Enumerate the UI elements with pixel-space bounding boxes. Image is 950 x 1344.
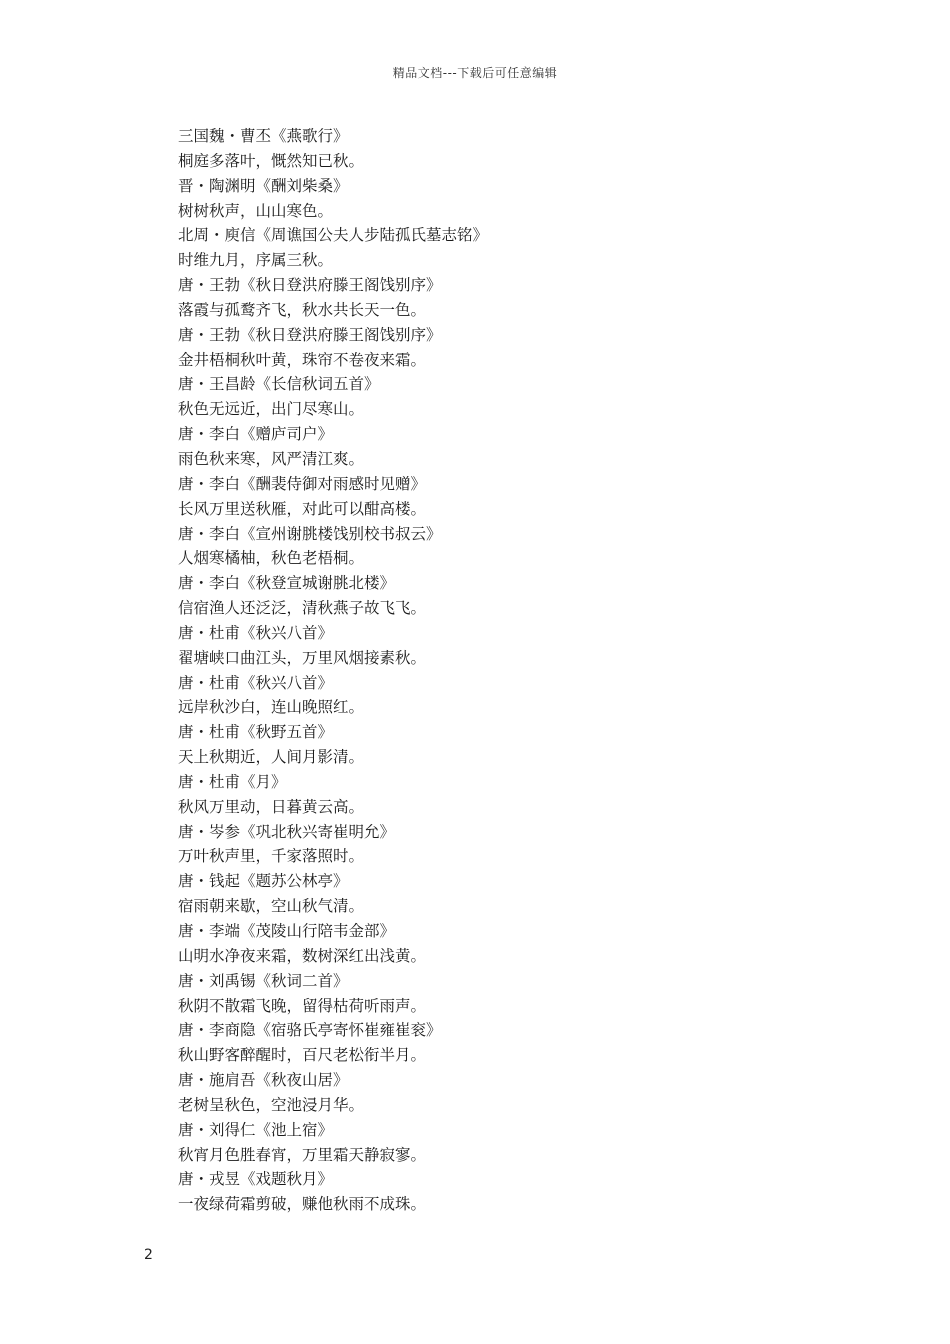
poem-source-line: 唐・杜甫《秋兴八首》 [178, 673, 334, 692]
poem-verse-line: 秋宵月色胜春宵，万里霜天静寂寥。 [178, 1145, 427, 1164]
poem-verse-line: 金井梧桐秋叶黄，珠帘不卷夜来霜。 [178, 350, 427, 369]
poem-verse-line: 时维九月，序属三秋。 [178, 251, 334, 270]
poem-source-line: 唐・李白《酬裴侍御对雨感时见赠》 [178, 474, 427, 493]
poem-verse-line: 翟塘峡口曲江头，万里风烟接素秋。 [178, 648, 427, 667]
poem-source-line: 北周・庾信《周谯国公夫人步陆孤氏墓志铭》 [178, 226, 489, 245]
poem-list [178, 124, 878, 1217]
poem-verse-line: 秋山野客醉醒时，百尺老松衔半月。 [178, 1046, 427, 1065]
poem-source-line: 唐・刘得仁《池上宿》 [178, 1120, 334, 1139]
poem-source-line: 唐・王昌龄《长信秋词五首》 [178, 375, 380, 394]
poem-source-line: 三国魏・曹丕《燕歌行》 [178, 127, 349, 145]
poem-verse-line: 天上秋期近，人间月影清。 [178, 748, 365, 767]
poem-verse-line: 信宿渔人还泛泛，清秋燕子故飞飞。 [178, 599, 427, 618]
poem-verse-line: 远岸秋沙白，连山晚照红。 [178, 698, 365, 717]
poem-source-line: 唐・李白《赠庐司户》 [178, 425, 334, 444]
page-number: 2 [144, 1247, 153, 1263]
poem-source-line: 唐・施肩吾《秋夜山居》 [178, 1071, 349, 1090]
poem-source-line: 唐・李白《宣州谢朓楼饯别校书叔云》 [178, 524, 442, 543]
poem-source-line: 唐・钱起《题苏公林亭》 [178, 872, 349, 891]
poem-verse-line: 一夜绿荷霜剪破，赚他秋雨不成珠。 [178, 1195, 427, 1214]
poem-source-line: 唐・李商隐《宿骆氏亭寄怀崔雍崔衮》 [178, 1021, 442, 1040]
poem-source-line: 唐・刘禹锡《秋词二首》 [178, 971, 349, 990]
poem-source-line: 唐・李白《秋登宣城谢朓北楼》 [178, 574, 396, 593]
poem-source-line: 唐・岑参《巩北秋兴寄崔明允》 [178, 822, 396, 841]
poem-source-line: 唐・王勃《秋日登洪府滕王阁饯别序》 [178, 276, 442, 295]
page-header: 精品文档---下载后可任意编辑 [392, 66, 558, 80]
poem-source-line: 唐・杜甫《月》 [178, 772, 287, 791]
poem-verse-line: 落霞与孤鹜齐飞，秋水共长天一色。 [178, 300, 427, 319]
poem-verse-line: 万叶秋声里，千家落照时。 [178, 847, 365, 866]
poem-verse-line: 桐庭多落叶，慨然知已秋。 [178, 151, 365, 170]
poem-source-line: 唐・杜甫《秋野五首》 [178, 723, 334, 742]
poem-verse-line: 宿雨朝来歇，空山秋气清。 [178, 897, 365, 916]
poem-verse-line: 秋色无远近，出门尽寒山。 [178, 400, 365, 419]
poem-verse-line: 秋阴不散霜飞晚，留得枯荷听雨声。 [178, 996, 427, 1015]
poem-verse-line: 秋风万里动，日暮黄云高。 [178, 797, 365, 816]
poem-verse-line: 树树秋声，山山寒色。 [178, 201, 334, 220]
poem-source-line: 晋・陶渊明《酬刘柴桑》 [178, 176, 349, 195]
poem-verse-line: 山明水净夜来霜，数树深红出浅黄。 [178, 946, 427, 965]
poem-source-line: 唐・王勃《秋日登洪府滕王阁饯别序》 [178, 325, 442, 344]
poem-verse-line: 长风万里送秋雁，对此可以酣高楼。 [178, 499, 427, 518]
poem-source-line: 唐・杜甫《秋兴八首》 [178, 623, 334, 642]
poem-verse-line: 雨色秋来寒，风严清江爽。 [178, 449, 365, 468]
poem-verse-line: 老树呈秋色，空池浸月华。 [178, 1095, 365, 1114]
poem-source-line: 唐・李端《茂陵山行陪韦金部》 [178, 922, 396, 940]
poem-source-line: 唐・戎昱《戏题秋月》 [178, 1170, 334, 1189]
poem-verse-line: 人烟寒橘柚，秋色老梧桐。 [178, 549, 365, 568]
